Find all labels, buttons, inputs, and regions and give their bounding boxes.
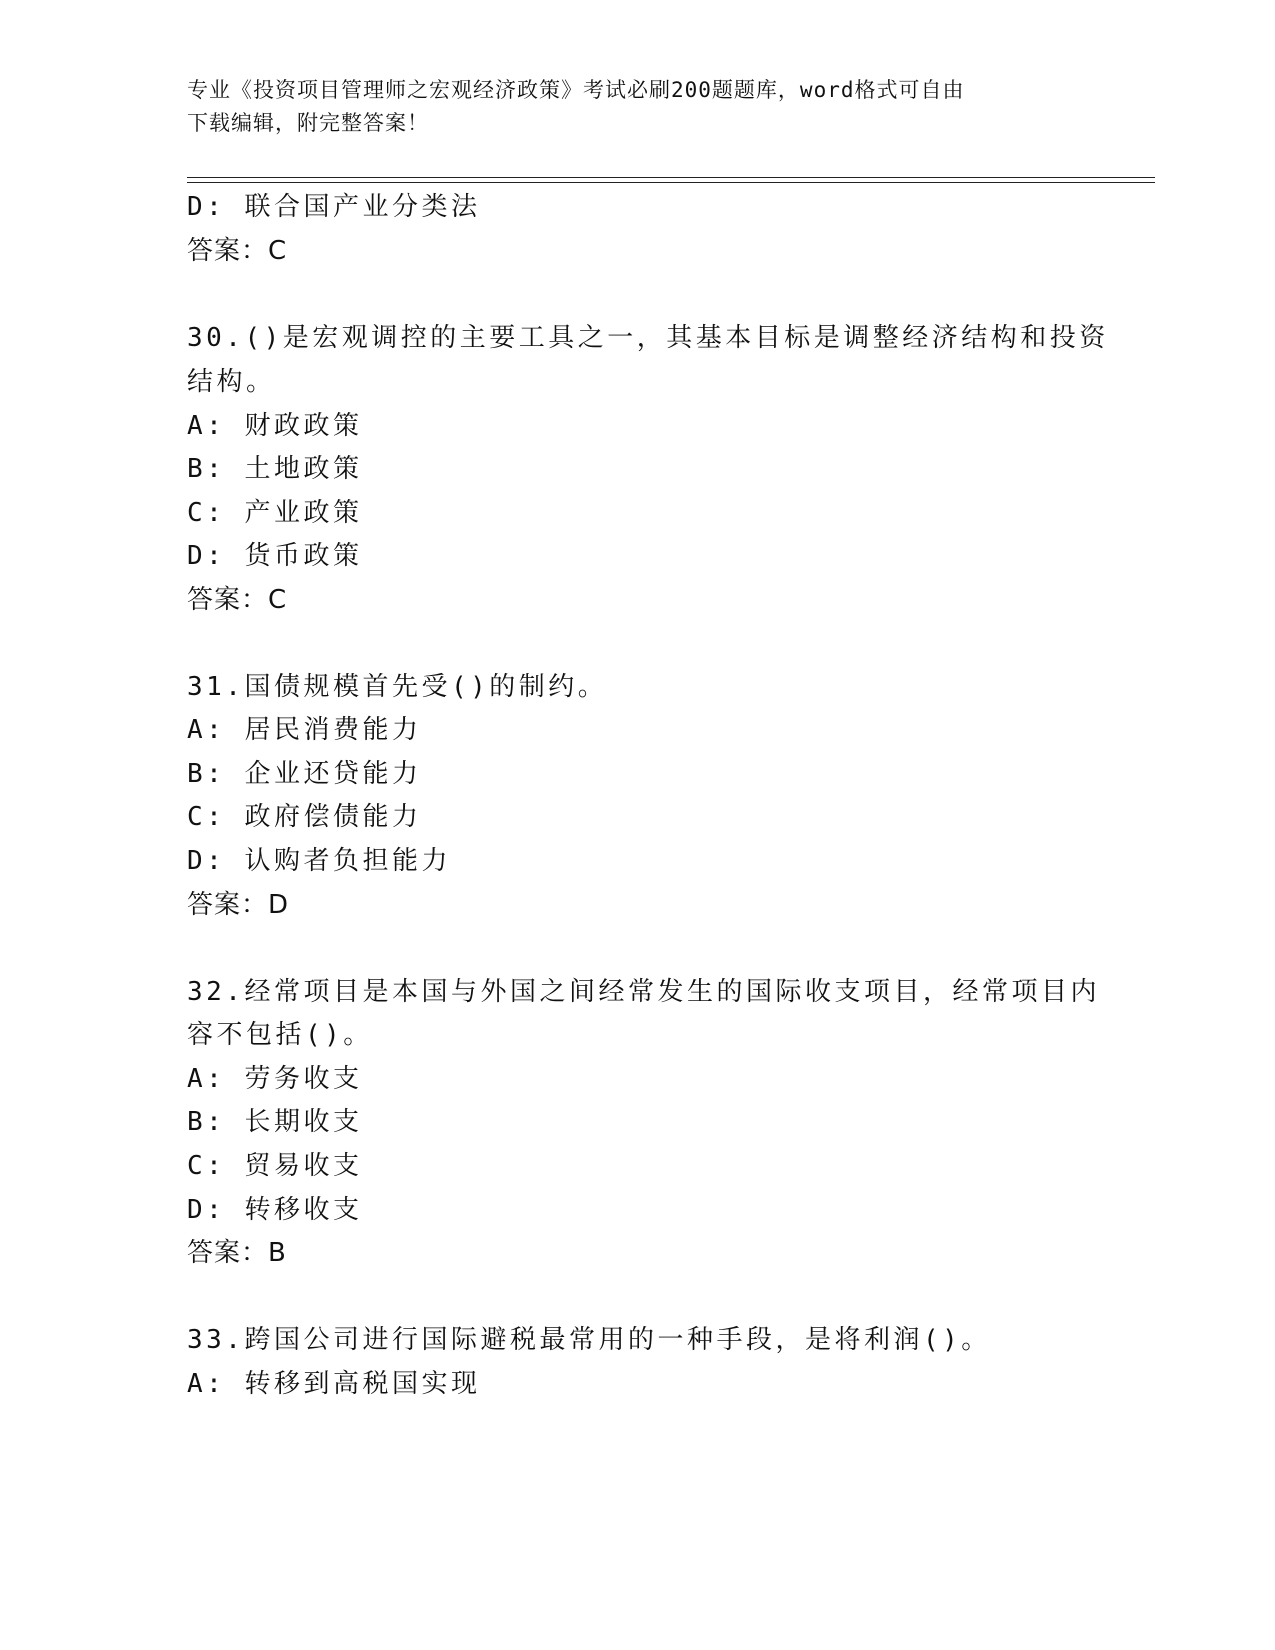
q30-option-a: A: 财政政策 (187, 411, 363, 441)
q33-option-a: A: 转移到高税国实现 (187, 1369, 481, 1399)
document-header (187, 74, 1087, 140)
q32-option-d: D: 转移收支 (187, 1195, 363, 1225)
q31-option-a: A: 居民消费能力 (187, 715, 422, 745)
q33-stem-line-1: 33.跨国公司进行国际避税最常用的一种手段，是将利润()。 (187, 1325, 991, 1355)
q30-stem-line-2: 结构。 (187, 367, 276, 397)
header-divider-top (187, 177, 1155, 178)
q30-answer: 答案：C (187, 585, 288, 615)
q32-answer: 答案：B (187, 1238, 287, 1268)
q30-option-c: C: 产业政策 (187, 498, 363, 528)
q32-option-a: A: 劳务收支 (187, 1064, 363, 1094)
prev-answer: 答案：C (187, 236, 288, 266)
q31-option-b: B: 企业还贷能力 (187, 759, 422, 789)
prev-option-d: D: 联合国产业分类法 (187, 192, 481, 222)
q31-option-c: C: 政府偿债能力 (187, 802, 422, 832)
q30-option-d: D: 货币政策 (187, 541, 363, 571)
q32-option-b: B: 长期收支 (187, 1107, 363, 1137)
q30-option-b: B: 土地政策 (187, 454, 363, 484)
q32-stem-line-1: 32.经常项目是本国与外国之间经常发生的国际收支项目，经常项目内 (187, 977, 1100, 1007)
header-divider-bottom (187, 182, 1155, 183)
q31-stem-line-1: 31.国债规模首先受()的制约。 (187, 672, 608, 702)
q32-option-c: C: 贸易收支 (187, 1151, 363, 1181)
q31-option-d: D: 认购者负担能力 (187, 846, 451, 876)
q32-stem-line-2: 容不包括()。 (187, 1020, 373, 1050)
q30-stem-line-1: 30.()是宏观调控的主要工具之一，其基本目标是调整经济结构和投资 (187, 323, 1109, 353)
header-line-1: 专业《投资项目管理师之宏观经济政策》考试必刷200题题库，word格式可自由 (187, 78, 965, 102)
q31-answer: 答案：D (187, 890, 290, 920)
header-line-2: 下载编辑，附完整答案！ (187, 111, 429, 135)
